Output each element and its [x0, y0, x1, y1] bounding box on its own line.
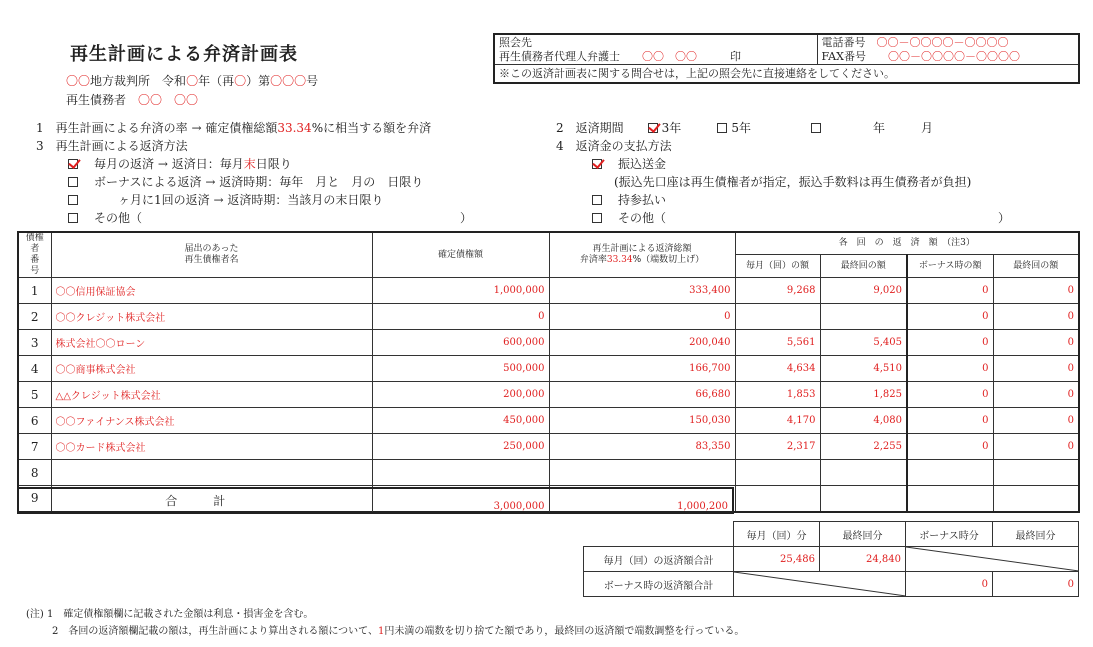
- bonus-amount: 0: [907, 278, 993, 304]
- section-2: 2 返済期間 3年 5年 年 月: [556, 121, 934, 135]
- confirmed-amount: 450,000: [372, 408, 549, 434]
- header-bonus: ボーナス時の額: [907, 255, 993, 278]
- bonus-last-amount: [993, 460, 1079, 486]
- last-amount: 5,405: [820, 330, 907, 356]
- checkbox-s4-other[interactable]: [592, 213, 602, 223]
- summary-monthly-label: 毎月（回）の返済額合計: [584, 547, 734, 572]
- summary-monthly-v1: 25,486: [734, 547, 820, 572]
- repay-total: 333,400: [549, 278, 735, 304]
- summary-bonus-v3: 0: [906, 572, 993, 597]
- confirmed-amount: 1,000,000: [372, 278, 549, 304]
- creditor-no: 5: [18, 382, 51, 408]
- note-2: 2 各回の返済額欄記載の額は，再生計画により算出される額について、1円未満の端数を切り捨てた額であり，最終回の返済額で端数調整を行っている。: [52, 626, 745, 637]
- summary-slash-2: [734, 572, 906, 597]
- repay-total: 200,040: [549, 330, 735, 356]
- checkbox-bring[interactable]: [592, 195, 602, 205]
- contact-lawyer-cell: 照会先 再生債務者代理人弁護士 〇〇 〇〇 印: [494, 34, 817, 65]
- summary-slash-1: [906, 547, 1079, 572]
- table-row: [18, 434, 1079, 460]
- last-amount: 4,080: [820, 408, 907, 434]
- creditor-name: [51, 460, 372, 486]
- note-1: (注) 1 確定債権額欄に記載された金額は利息・損害金を含む。: [26, 609, 314, 620]
- creditor-name: 〇〇クレジット株式会社: [51, 304, 372, 330]
- bonus-amount: 0: [907, 356, 993, 382]
- bonus-last-amount: 0: [993, 278, 1079, 304]
- monthly-amount: [735, 304, 820, 330]
- confirmed-amount: 600,000: [372, 330, 549, 356]
- header-no: 債権者 番 号: [18, 232, 51, 278]
- checkbox-transfer[interactable]: [592, 159, 602, 169]
- creditor-no: 7: [18, 434, 51, 460]
- confirmed-amount: 500,000: [372, 356, 549, 382]
- checkbox-bonus[interactable]: [68, 177, 78, 187]
- monthly-amount: 4,634: [735, 356, 820, 382]
- summary-h4: 最終回分: [993, 522, 1079, 547]
- last-amount: 1,825: [820, 382, 907, 408]
- creditor-name: 〇〇カード株式会社: [51, 434, 372, 460]
- last-amount: 4,510: [820, 356, 907, 382]
- summary-h2: 最終回分: [820, 522, 906, 547]
- repay-total: 166,700: [549, 356, 735, 382]
- repay-total: 150,030: [549, 408, 735, 434]
- sum-label: 合 計: [18, 488, 372, 513]
- bonus-last-amount: [993, 486, 1079, 512]
- section-3-label: 3 再生計画による返済方法: [36, 139, 188, 153]
- monthly-amount: 2,317: [735, 434, 820, 460]
- checkbox-s3-other[interactable]: [68, 213, 78, 223]
- header-bonus-last: 最終回の額: [993, 255, 1079, 278]
- bonus-last-amount: 0: [993, 356, 1079, 382]
- s3-option-monthly: 毎月の返済 → 返済日：毎月末日限り: [68, 155, 292, 172]
- page-title: 再生計画による弁済計画表: [70, 44, 298, 65]
- bonus-amount: 0: [907, 434, 993, 460]
- monthly-amount: [735, 460, 820, 486]
- s3-other-close: ）: [460, 211, 473, 225]
- repayment-table: [17, 231, 1080, 513]
- summary-table: [583, 521, 1079, 597]
- table-row: [18, 278, 1079, 304]
- s4-option-transfer: 振込送金: [592, 155, 666, 172]
- confirmed-amount: 200,000: [372, 382, 549, 408]
- confirmed-amount: [372, 460, 549, 486]
- contact-note: ※この返済計画表に関する問合せは，上記の照会先に直接連絡をしてください。: [494, 65, 1079, 83]
- repay-total: [549, 460, 735, 486]
- bonus-amount: 0: [907, 304, 993, 330]
- creditor-name: △△クレジット株式会社: [51, 382, 372, 408]
- s4-option-other: その他（: [592, 209, 666, 226]
- monthly-amount: 9,268: [735, 278, 820, 304]
- creditor-no: 8: [18, 460, 51, 486]
- section-4-label: 4 返済金の支払方法: [556, 139, 672, 153]
- s4-transfer-note: (振込先口座は再生債権者が指定，振込手数料は再生債務者が負担): [614, 175, 972, 189]
- table-row: [18, 460, 1079, 486]
- bonus-last-amount: 0: [993, 330, 1079, 356]
- sum-total: 1,000,200: [549, 488, 733, 513]
- last-amount: 2,255: [820, 434, 907, 460]
- case-number: 〇〇地方裁判所 令和〇年（再〇）第〇〇〇号: [66, 74, 319, 88]
- checkbox-other-period[interactable]: [811, 123, 821, 133]
- s4-option-bring: 持参払い: [592, 191, 666, 208]
- creditor-no: 1: [18, 278, 51, 304]
- header-amount: 確定債権額: [372, 232, 549, 278]
- creditor-no: 9: [18, 486, 51, 512]
- checkbox-monthly[interactable]: [68, 159, 78, 169]
- repay-total: 66,680: [549, 382, 735, 408]
- monthly-amount: 1,853: [735, 382, 820, 408]
- header-last: 最終回の額: [820, 255, 907, 278]
- bonus-last-amount: 0: [993, 408, 1079, 434]
- creditor-no: 2: [18, 304, 51, 330]
- bonus-amount: 0: [907, 382, 993, 408]
- table-row: [18, 356, 1079, 382]
- creditor-name: 〇〇ファイナンス株式会社: [51, 408, 372, 434]
- creditor-name: 〇〇信用保証協会: [51, 278, 372, 304]
- creditor-name: 〇〇商事株式会社: [51, 356, 372, 382]
- bonus-last-amount: 0: [993, 434, 1079, 460]
- bonus-amount: [907, 460, 993, 486]
- creditor-no: 3: [18, 330, 51, 356]
- section-1: 1 再生計画による弁済の率 → 確定債権総額33.34%に相当する額を弁済: [36, 121, 432, 135]
- header-name: 届出のあった 再生債権者名: [51, 232, 372, 278]
- debtor-line: 再生債務者 〇〇 〇〇: [66, 93, 199, 107]
- creditor-no: 4: [18, 356, 51, 382]
- summary-h1: 毎月（回）分: [734, 522, 820, 547]
- table-row: [18, 304, 1079, 330]
- table-row: [18, 408, 1079, 434]
- creditor-name: 株式会社〇〇ローン: [51, 330, 372, 356]
- sum-amount: 3,000,000: [372, 488, 549, 513]
- summary-monthly-v2: 24,840: [820, 547, 906, 572]
- bonus-last-amount: 0: [993, 382, 1079, 408]
- s3-option-bonus: ボーナスによる返済 → 返済時期：毎年 月と 月の 日限り: [68, 173, 423, 190]
- bonus-amount: 0: [907, 408, 993, 434]
- monthly-amount: 4,170: [735, 408, 820, 434]
- bonus-amount: 0: [907, 330, 993, 356]
- header-monthly: 毎月（回）の額: [735, 255, 820, 278]
- last-amount: [820, 304, 907, 330]
- confirmed-amount: 250,000: [372, 434, 549, 460]
- contact-phone-cell: 電話番号 〇〇－〇〇〇〇－〇〇〇〇 FAX番号 〇〇－〇〇〇〇－〇〇〇〇: [817, 34, 1079, 65]
- summary-bonus-v4: 0: [993, 572, 1079, 597]
- s3-option-interval: ヶ月に1回の返済 → 返済時期：当該月の末日限り: [68, 191, 383, 208]
- summary-bonus-label: ボーナス時の返済額合計: [584, 572, 734, 597]
- repay-total: 0: [549, 304, 735, 330]
- confirmed-amount: 0: [372, 304, 549, 330]
- repay-total: 83,350: [549, 434, 735, 460]
- bonus-amount: [907, 486, 993, 512]
- creditor-no: 6: [18, 408, 51, 434]
- last-amount: [820, 460, 907, 486]
- checkbox-interval[interactable]: [68, 195, 78, 205]
- table-row: [18, 330, 1079, 356]
- last-amount: [820, 486, 907, 512]
- contact-box: [493, 33, 1080, 84]
- s3-option-other: その他（: [68, 209, 142, 226]
- s4-other-close: ）: [998, 211, 1011, 225]
- sum-table: [17, 487, 734, 514]
- table-row: [18, 382, 1079, 408]
- header-total: 再生計画による返済総額 弁済率33.34%（端数切上げ）: [549, 232, 735, 278]
- checkbox-3years[interactable]: [648, 123, 658, 133]
- summary-h3: ボーナス時分: [906, 522, 993, 547]
- header-each: 各 回 の 返 済 額 （注3）: [735, 232, 1079, 255]
- monthly-amount: 5,561: [735, 330, 820, 356]
- monthly-amount: [735, 486, 820, 512]
- last-amount: 9,020: [820, 278, 907, 304]
- bonus-last-amount: 0: [993, 304, 1079, 330]
- checkbox-5years[interactable]: [717, 123, 727, 133]
